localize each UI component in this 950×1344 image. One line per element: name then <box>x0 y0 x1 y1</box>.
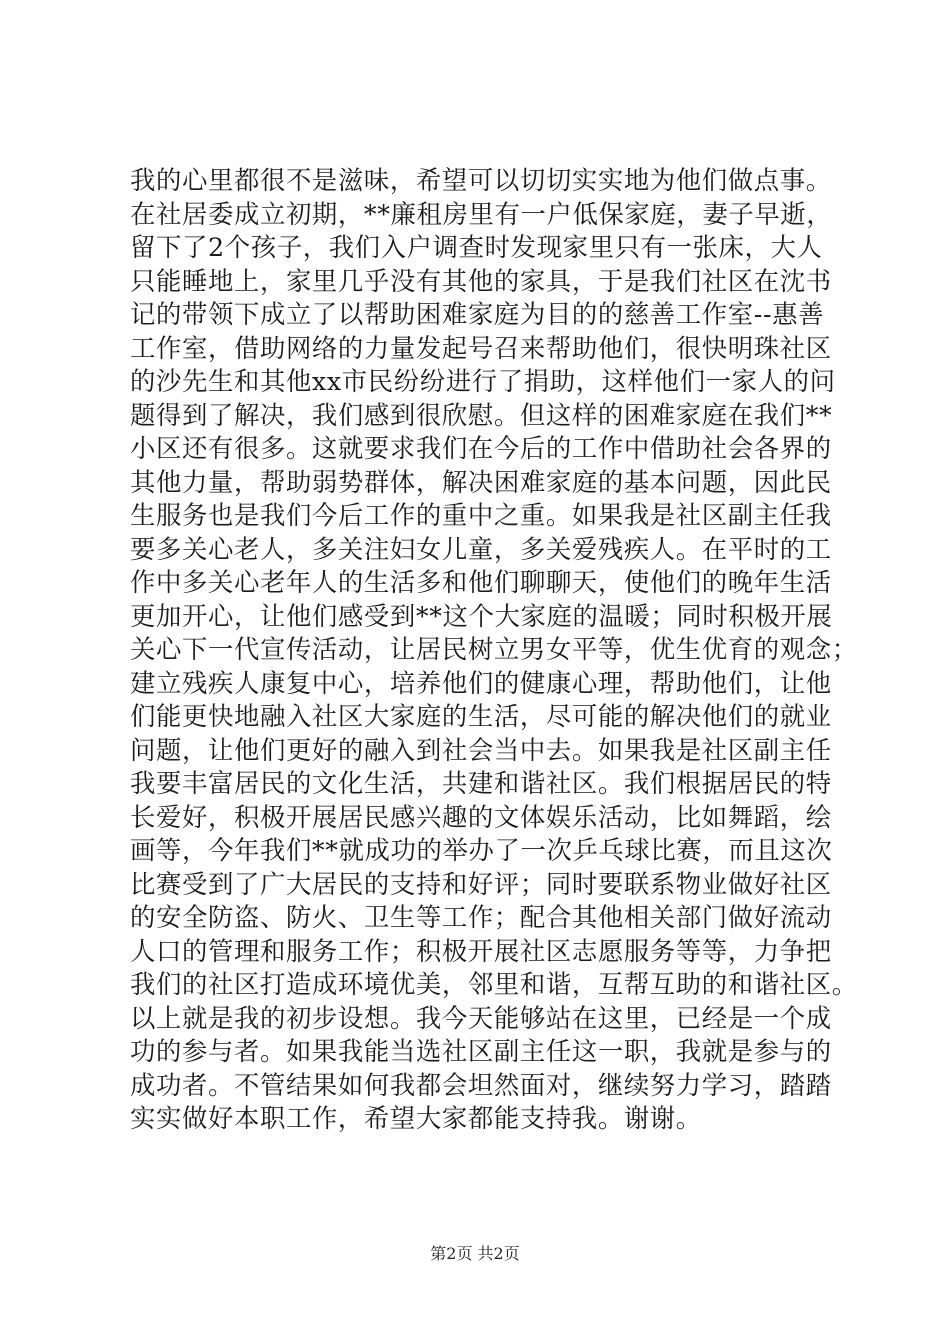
text-line: 我的心里都很不是滋味，希望可以切切实实地为他们做点事。 <box>130 165 832 195</box>
text-line: 要多关心老人，多关注妇女儿童，多关爱残疾人。在平时的工 <box>130 533 832 564</box>
text-line: 比赛受到了广大居民的支持和好评；同时要联系物业做好社区 <box>130 868 832 899</box>
text-line: 人口的管理和服务工作；积极开展社区志愿服务等等，力争把 <box>130 935 832 966</box>
text-line: 建立残疾人康复中心，培养他们的健康心理，帮助他们，让他 <box>130 667 832 698</box>
text-line: 实实做好本职工作，希望大家都能支持我。谢谢。 <box>130 1103 702 1133</box>
text-line: 我要丰富居民的文化生活，共建和谐社区。我们根据居民的特 <box>130 768 832 798</box>
text-line: 问题，让他们更好的融入到社会当中去。如果我是社区副主任 <box>130 734 832 765</box>
text-line: 记的带领下成立了以帮助困难家庭为目的的慈善工作室--惠善 <box>130 299 825 329</box>
text-line: 工作室，借助网络的力量发起号召来帮助他们，很快明珠社区 <box>130 332 832 363</box>
body-paragraph <box>130 164 858 1136</box>
text-line: 功的参与者。如果我能当选社区副主任这一职，我就是参与的 <box>130 1036 832 1066</box>
text-line: 在社居委成立初期，**廉租房里有一户低保家庭，妻子早逝， <box>130 198 833 229</box>
text-line: 生服务也是我们今后工作的重中之重。如果我是社区副主任我 <box>130 500 832 530</box>
text-line: 留下了2个孩子，我们入户调查时发现家里只有一张床，大人 <box>130 232 823 262</box>
text-line: 画等，今年我们**就成功的举办了一次乒乓球比赛，而且这次 <box>130 835 833 865</box>
text-line: 题得到了解决，我们感到很欣慰。但这样的困难家庭在我们** <box>130 399 833 430</box>
text-line: 的安全防盗、防火、卫生等工作；配合其他相关部门做好流动 <box>130 902 832 932</box>
text-line: 我们的社区打造成环境优美，邻里和谐，互帮互助的和谐社区。 <box>130 969 858 999</box>
text-line: 们能更快地融入社区大家庭的生活，尽可能的解决他们的就业 <box>130 701 832 731</box>
text-line: 成功者。不管结果如何我都会坦然面对，继续努力学习，踏踏 <box>130 1069 832 1100</box>
text-line: 以上就是我的初步设想。我今天能够站在这里，已经是一个成 <box>130 1002 832 1033</box>
page-footer: 第2页 共2页 <box>430 1244 520 1263</box>
text-line: 其他力量，帮助弱势群体，解决困难家庭的基本问题，因此民 <box>130 466 832 497</box>
text-line: 长爱好，积极开展居民感兴趣的文体娱乐活动，比如舞蹈，绘 <box>130 801 832 832</box>
text-line: 小区还有很多。这就要求我们在今后的工作中借助社会各界的 <box>130 433 832 463</box>
text-line: 的沙先生和其他xx市民纷纷进行了捐助，这样他们一家人的问 <box>130 366 836 396</box>
text-line: 关心下一代宣传活动，让居民树立男女平等，优生优育的观念； <box>130 634 858 664</box>
text-line: 只能睡地上，家里几乎没有其他的家具，于是我们社区在沈书 <box>130 265 832 296</box>
text-line: 更加开心，让他们感受到**这个大家庭的温暖；同时积极开展 <box>130 600 833 631</box>
text-line: 作中多关心老年人的生活多和他们聊聊天，使他们的晚年生活 <box>130 567 832 597</box>
